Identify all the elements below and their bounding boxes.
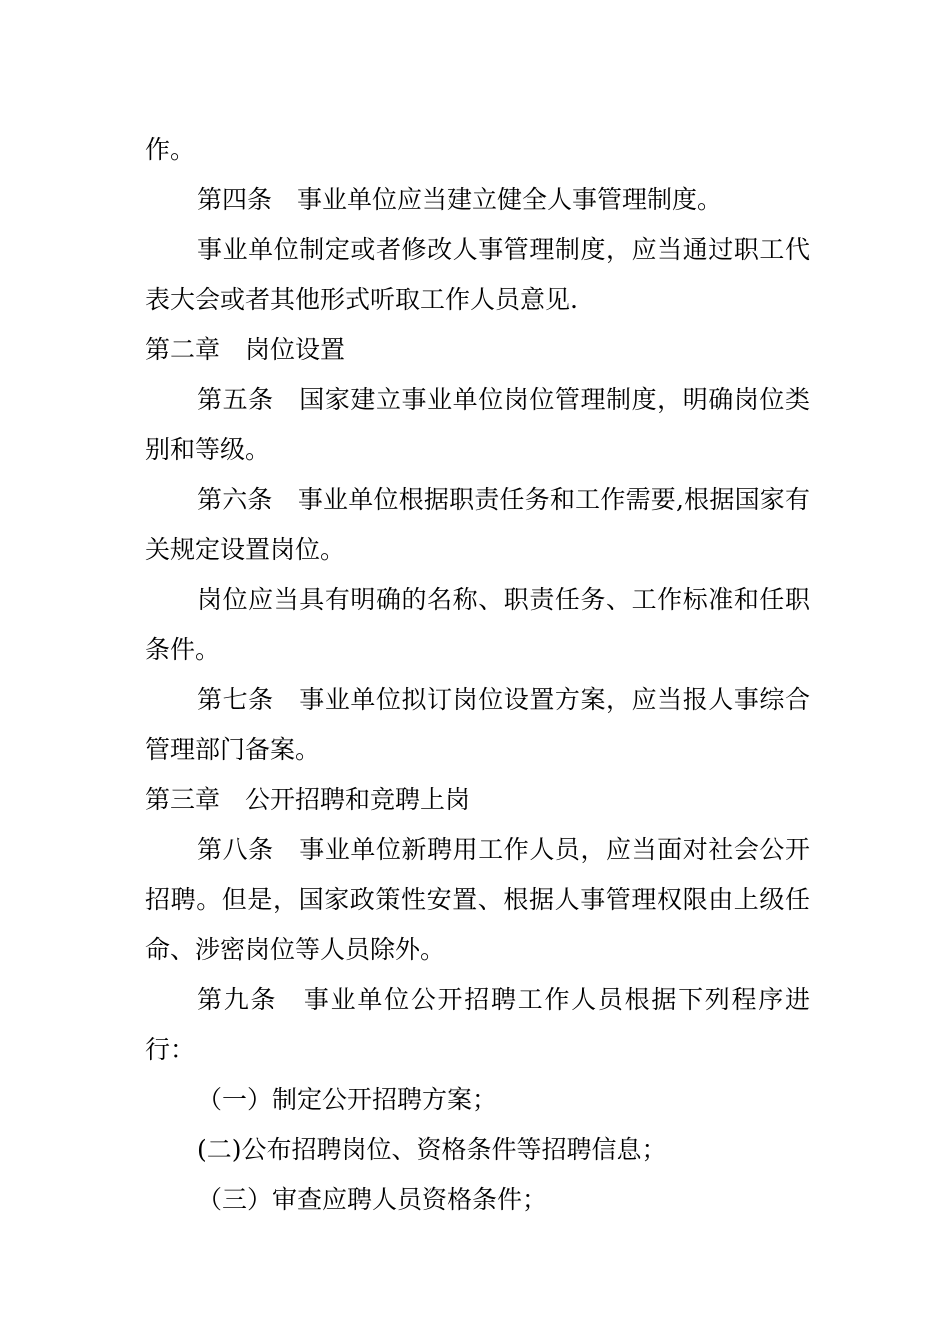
body-paragraph: 第八条 事业单位新聘用工作人员，应当面对社会公开招聘。但是，国家政策性安置、根据人事管理权限由上级任命、涉密岗位等人员除外。 bbox=[145, 835, 810, 964]
body-paragraph: 岗位应当具有明确的名称、职责任务、工作标准和任职条件。 bbox=[145, 585, 810, 664]
body-paragraph: 第四条 事业单位应当建立健全人事管理制度。 bbox=[197, 185, 723, 214]
body-paragraph: 第七条 事业单位拟订岗位设置方案，应当报人事综合管理部门备案。 bbox=[145, 685, 810, 764]
body-paragraph: 第九条 事业单位公开招聘工作人员根据下列程序进行： bbox=[145, 985, 810, 1064]
list-item: （一）制定公开招聘方案； bbox=[197, 1085, 498, 1114]
body-paragraph: 第五条 国家建立事业单位岗位管理制度，明确岗位类别和等级。 bbox=[145, 385, 810, 464]
chapter-heading: 第二章 岗位设置 bbox=[145, 335, 346, 364]
chapter-heading: 第三章 公开招聘和竞聘上岗 bbox=[145, 785, 471, 814]
body-paragraph: 作。 bbox=[145, 135, 196, 164]
list-item: （三）审查应聘人员资格条件； bbox=[197, 1185, 548, 1214]
list-item: (二)公布招聘岗位、资格条件等招聘信息； bbox=[197, 1135, 667, 1164]
body-paragraph: 第六条 事业单位根据职责任务和工作需要,根据国家有关规定设置岗位。 bbox=[145, 485, 810, 564]
document-body bbox=[145, 125, 810, 1225]
body-paragraph: 事业单位制定或者修改人事管理制度，应当通过职工代表大会或者其他形式听取工作人员意见. bbox=[145, 235, 810, 314]
